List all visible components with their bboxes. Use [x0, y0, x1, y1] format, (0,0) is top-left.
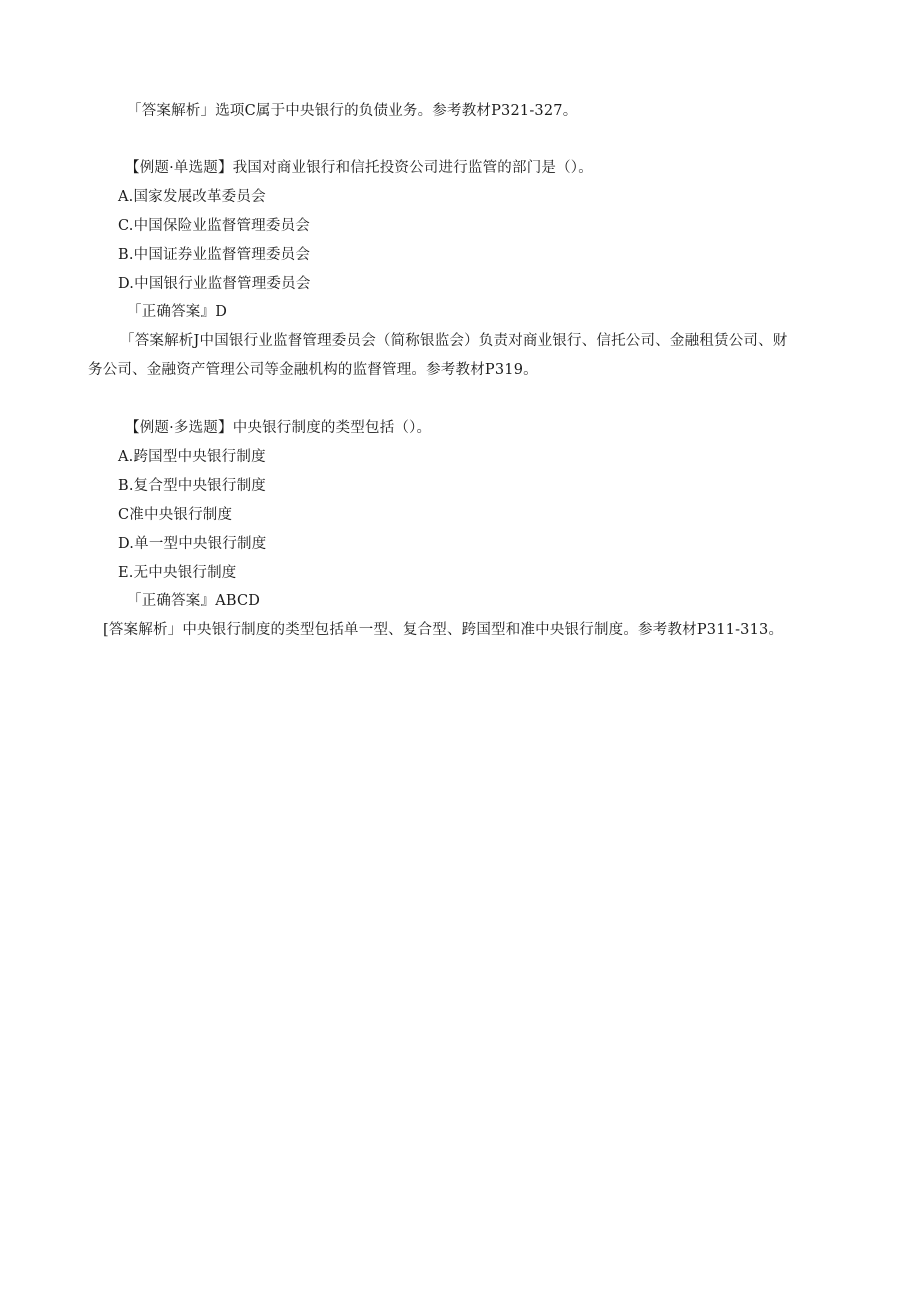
option-a: A.国家发展改革委员会 — [118, 189, 266, 205]
option-c-multi: C准中央银行制度 — [118, 507, 233, 523]
correct-answer-3: 「正确答案』ABCD — [127, 593, 261, 609]
option-d: D.中国银行业监督管理委员会 — [118, 276, 311, 292]
answer-analysis-2-line1: 「答案解析J中国银行业监督管理委员会（简称银监会）负责对商业银行、信托公司、金融租赁公司、财 — [120, 333, 788, 349]
question-single-choice: 【例题·单选题】我国对商业银行和信托投资公司进行监管的部门是（）。 — [125, 160, 593, 176]
option-e-multi: E.无中央银行制度 — [118, 565, 237, 581]
question-multiple-choice: 【例题·多选题】中央银行制度的类型包括（）。 — [125, 420, 432, 436]
correct-answer-2: 「正确答案』D — [127, 304, 228, 320]
option-a-multi: A.跨国型中央银行制度 — [118, 449, 266, 465]
answer-analysis-2-line2: 务公司、金融资产管理公司等金融机构的监督管理。参考教材P319。 — [88, 362, 538, 378]
option-c: C.中国保险业监督管理委员会 — [118, 218, 310, 234]
answer-analysis-1: 「答案解析」选项C属于中央银行的负债业务。参考教材P321-327。 — [127, 103, 578, 119]
answer-analysis-3: [答案解析」中央银行制度的类型包括单一型、复合型、跨国型和准中央银行制度。参考教材P311-313。 — [103, 622, 784, 638]
option-b-multi: B.复合型中央银行制度 — [118, 478, 266, 494]
option-b: B.中国证券业监督管理委员会 — [118, 247, 311, 263]
option-d-multi: D.单一型中央银行制度 — [118, 536, 267, 552]
